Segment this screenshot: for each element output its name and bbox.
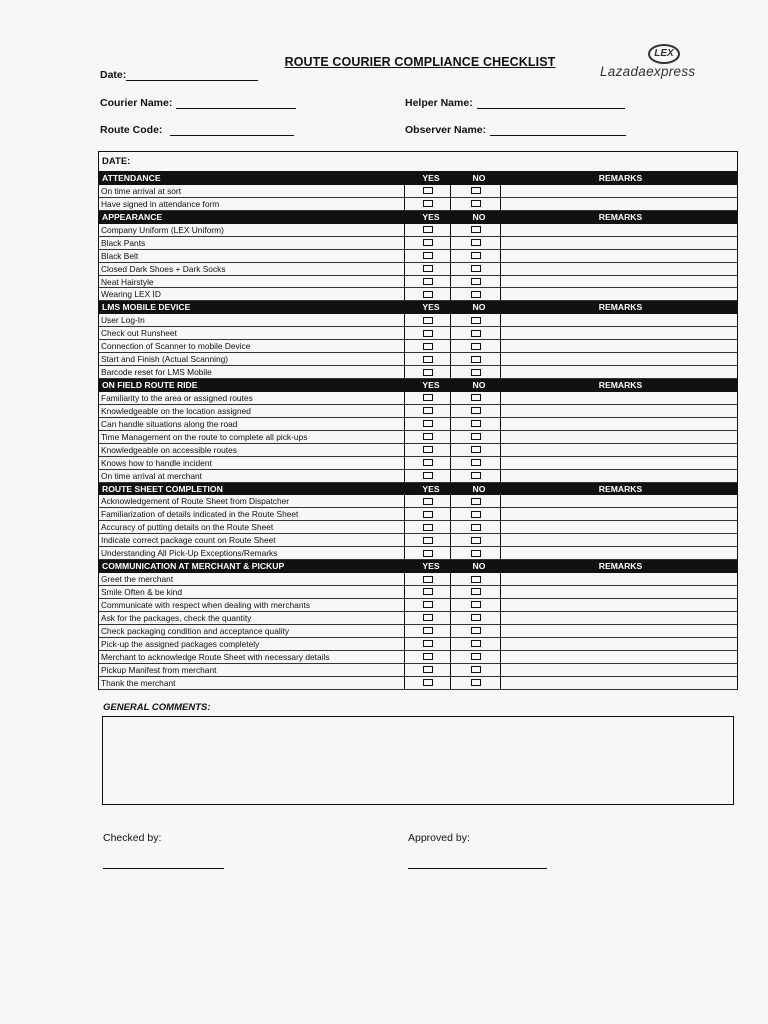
yes-checkbox[interactable] (423, 666, 433, 673)
yes-checkbox[interactable] (423, 343, 433, 350)
checklist-row (99, 314, 737, 327)
remarks-cell[interactable] (501, 573, 737, 585)
checklist-row (99, 457, 737, 470)
yes-column-header: YES (422, 302, 440, 313)
checklist-item-label: Start and Finish (Actual Scanning) (99, 353, 405, 365)
yes-checkbox[interactable] (423, 356, 433, 363)
checklist-row (99, 405, 737, 418)
no-checkbox[interactable] (471, 356, 481, 363)
yes-column-header: YES (422, 173, 440, 183)
remarks-column-header: REMARKS (598, 380, 643, 390)
helper-name-label: Helper Name: (405, 97, 473, 109)
yes-checkbox[interactable] (423, 627, 433, 634)
section-header (99, 301, 737, 314)
lex-logo-icon: LEX (648, 44, 680, 64)
remarks-cell[interactable] (501, 599, 737, 611)
no-checkbox[interactable] (471, 446, 481, 453)
yes-checkbox[interactable] (423, 614, 433, 621)
no-checkbox[interactable] (471, 291, 481, 298)
checklist-row (99, 340, 737, 353)
checklist-item-label: Understanding All Pick-Up Exceptions/Remarks (99, 547, 405, 559)
no-checkbox[interactable] (471, 498, 481, 505)
helper-name-field (405, 97, 625, 109)
yes-checkbox[interactable] (423, 278, 433, 285)
yes-checkbox[interactable] (423, 640, 433, 647)
checklist-item-label: Indicate correct package count on Route Sheet (99, 534, 405, 546)
checklist-row (99, 250, 737, 263)
remarks-cell[interactable] (501, 457, 737, 469)
approved-by-label: Approved by: (408, 832, 470, 844)
route-code-field (100, 124, 294, 136)
general-comments-label: GENERAL COMMENTS: (103, 702, 211, 713)
no-checkbox[interactable] (471, 588, 481, 595)
remarks-cell[interactable] (501, 405, 737, 417)
checklist-item-label: On time arrival at sort (99, 185, 405, 197)
section-title: ATTENDANCE (102, 173, 161, 183)
yes-checkbox[interactable] (423, 407, 433, 414)
remarks-cell[interactable] (501, 638, 737, 650)
remarks-cell[interactable] (501, 340, 737, 352)
helper-name-input-line[interactable] (477, 97, 625, 109)
section-header (99, 172, 737, 185)
checklist-item-label: User Log-In (99, 314, 405, 326)
remarks-cell[interactable] (501, 353, 737, 365)
checklist-item-label: Black Belt (99, 250, 405, 262)
route-code-label: Route Code: (100, 124, 163, 136)
checklist-row (99, 495, 737, 508)
remarks-cell[interactable] (501, 547, 737, 559)
yes-checkbox[interactable] (423, 265, 433, 272)
no-checkbox[interactable] (471, 407, 481, 414)
checklist-item-label: Time Management on the route to complete all pick-ups (99, 431, 405, 443)
checklist-item-label: Knowledgeable on the location assigned (99, 405, 405, 417)
checklist-item-label: Familiarity to the area or assigned routes (99, 392, 405, 404)
yes-checkbox[interactable] (423, 330, 433, 337)
section-header (99, 483, 737, 496)
yes-column-header: YES (422, 211, 440, 222)
checklist-item-label: Neat Hairstyle (99, 276, 405, 288)
no-checkbox[interactable] (471, 226, 481, 233)
checklist-row (99, 638, 737, 651)
checked-by-signature-line[interactable] (103, 868, 224, 869)
yes-checkbox[interactable] (423, 394, 433, 401)
remarks-cell[interactable] (501, 327, 737, 339)
remarks-cell[interactable] (501, 250, 737, 262)
document-title: ROUTE COURIER COMPLIANCE CHECKLIST (284, 55, 556, 69)
checklist-item-label: Smile Often & be kind (99, 586, 405, 598)
no-checkbox[interactable] (471, 420, 481, 427)
no-checkbox[interactable] (471, 239, 481, 246)
checklist-item-label: Thank the merchant (99, 677, 405, 689)
no-checkbox[interactable] (471, 187, 481, 194)
yes-checkbox[interactable] (423, 537, 433, 544)
checklist-row (99, 431, 737, 444)
remarks-cell[interactable] (501, 651, 737, 663)
checklist-item-label: Acknowledgement of Route Sheet from Dispatcher (99, 495, 405, 507)
checklist-row (99, 198, 737, 211)
no-column-header: NO (472, 483, 486, 494)
checklist-item-label: Knows how to handle incident (99, 457, 405, 469)
yes-checkbox[interactable] (423, 459, 433, 466)
section-title: ROUTE SHEET COMPLETION (102, 483, 223, 494)
remarks-cell[interactable] (501, 418, 737, 430)
no-checkbox[interactable] (471, 278, 481, 285)
yes-checkbox[interactable] (423, 511, 433, 518)
section-header (99, 211, 737, 224)
checklist-row (99, 534, 737, 547)
yes-checkbox[interactable] (423, 446, 433, 453)
remarks-cell[interactable] (501, 431, 737, 443)
date-input-line[interactable] (126, 69, 258, 81)
no-checkbox[interactable] (471, 317, 481, 324)
yes-column-header: YES (422, 561, 440, 572)
no-column-header: NO (472, 380, 486, 390)
section-header (99, 379, 737, 392)
remarks-column-header: REMARKS (598, 173, 643, 183)
no-checkbox[interactable] (471, 252, 481, 259)
checklist-item-label: Check out Runsheet (99, 327, 405, 339)
route-code-input-line[interactable] (170, 124, 294, 136)
date-field (100, 69, 258, 81)
checklist-item-label: Pick-up the assigned packages completely (99, 638, 405, 650)
no-column-header: NO (472, 173, 486, 183)
table-date-row (99, 152, 737, 172)
remarks-cell[interactable] (501, 314, 737, 326)
remarks-cell[interactable] (501, 586, 737, 598)
no-checkbox[interactable] (471, 550, 481, 557)
no-checkbox[interactable] (471, 472, 481, 479)
remarks-cell[interactable] (501, 444, 737, 456)
remarks-column-header: REMARKS (598, 211, 643, 222)
checklist-item-label: Closed Dark Shoes + Dark Socks (99, 263, 405, 275)
yes-checkbox[interactable] (423, 433, 433, 440)
yes-checkbox[interactable] (423, 239, 433, 246)
checklist-row (99, 651, 737, 664)
yes-checkbox[interactable] (423, 653, 433, 660)
remarks-cell[interactable] (501, 470, 737, 482)
no-checkbox[interactable] (471, 614, 481, 621)
no-checkbox[interactable] (471, 433, 481, 440)
table-date-label: DATE: (102, 156, 131, 167)
checklist-item-label: Communicate with respect when dealing with merchants (99, 599, 405, 611)
checklist-row (99, 353, 737, 366)
checklist-row (99, 263, 737, 276)
yes-checkbox[interactable] (423, 601, 433, 608)
checklist-row (99, 599, 737, 612)
checklist-row (99, 276, 737, 289)
section-title: COMMUNICATION AT MERCHANT & PICKUP (102, 561, 285, 572)
no-checkbox[interactable] (471, 511, 481, 518)
checklist-item-label: Barcode reset for LMS Mobile (99, 366, 405, 378)
checklist-item-label: Company Uniform (LEX Uniform) (99, 224, 405, 236)
checklist-item-label: Merchant to acknowledge Route Sheet with necessary details (99, 651, 405, 663)
checklist-row (99, 664, 737, 677)
remarks-cell[interactable] (501, 276, 737, 288)
yes-checkbox[interactable] (423, 252, 433, 259)
yes-checkbox[interactable] (423, 317, 433, 324)
section-title: LMS MOBILE DEVICE (102, 302, 191, 313)
no-checkbox[interactable] (471, 653, 481, 660)
remarks-cell[interactable] (501, 366, 737, 378)
checklist-row (99, 625, 737, 638)
yes-checkbox[interactable] (423, 369, 433, 376)
yes-checkbox[interactable] (423, 420, 433, 427)
courier-name-label: Courier Name: (100, 97, 173, 109)
no-checkbox[interactable] (471, 524, 481, 531)
checklist-row (99, 612, 737, 625)
yes-checkbox[interactable] (423, 524, 433, 531)
remarks-cell[interactable] (501, 677, 737, 689)
yes-checkbox[interactable] (423, 200, 433, 207)
courier-name-field (100, 97, 296, 109)
remarks-cell[interactable] (501, 224, 737, 236)
checklist-row (99, 470, 737, 483)
checklist-item-label: Greet the merchant (99, 573, 405, 585)
checklist-row (99, 237, 737, 250)
remarks-cell[interactable] (501, 521, 737, 533)
checklist-item-label: On time arrival at merchant (99, 470, 405, 482)
courier-name-input-line[interactable] (176, 97, 296, 109)
no-checkbox[interactable] (471, 576, 481, 583)
no-column-header: NO (472, 561, 486, 572)
checklist-item-label: Pickup Manifest from merchant (99, 664, 405, 676)
yes-column-header: YES (422, 380, 440, 390)
remarks-cell[interactable] (501, 198, 737, 210)
no-checkbox[interactable] (471, 640, 481, 647)
checklist-item-label: Ask for the packages, check the quantity (99, 612, 405, 624)
yes-checkbox[interactable] (423, 291, 433, 298)
checklist-row (99, 521, 737, 534)
checked-by-label: Checked by: (103, 832, 162, 844)
checklist-item-label: Familiarization of details indicated in the Route Sheet (99, 508, 405, 520)
approved-by-signature-line[interactable] (408, 868, 547, 869)
checklist-item-label: Can handle situations along the road (99, 418, 405, 430)
checklist-row (99, 327, 737, 340)
no-checkbox[interactable] (471, 627, 481, 634)
remarks-cell[interactable] (501, 185, 737, 197)
no-checkbox[interactable] (471, 265, 481, 272)
no-checkbox[interactable] (471, 330, 481, 337)
section-title: ON FIELD ROUTE RIDE (102, 380, 198, 390)
no-checkbox[interactable] (471, 601, 481, 608)
section-header (99, 560, 737, 573)
yes-checkbox[interactable] (423, 226, 433, 233)
remarks-cell[interactable] (501, 612, 737, 624)
logo-text: Lazadaexpress (600, 64, 696, 79)
no-checkbox[interactable] (471, 200, 481, 207)
remarks-cell[interactable] (501, 495, 737, 507)
no-checkbox[interactable] (471, 666, 481, 673)
checklist-row (99, 677, 737, 690)
no-checkbox[interactable] (471, 369, 481, 376)
no-checkbox[interactable] (471, 343, 481, 350)
checklist-row (99, 547, 737, 560)
yes-checkbox[interactable] (423, 472, 433, 479)
general-comments-box[interactable] (102, 716, 734, 805)
remarks-column-header: REMARKS (598, 302, 643, 313)
yes-checkbox[interactable] (423, 187, 433, 194)
yes-checkbox[interactable] (423, 498, 433, 505)
remarks-cell[interactable] (501, 664, 737, 676)
yes-checkbox[interactable] (423, 588, 433, 595)
yes-checkbox[interactable] (423, 550, 433, 557)
yes-checkbox[interactable] (423, 576, 433, 583)
no-column-header: NO (472, 211, 486, 222)
lazada-express-logo (596, 44, 736, 84)
checklist-item-label: Connection of Scanner to mobile Device (99, 340, 405, 352)
observer-name-input-line[interactable] (490, 124, 626, 136)
checklist-item-label: Check packaging condition and acceptance quality (99, 625, 405, 637)
checklist-item-label: Black Pants (99, 237, 405, 249)
checklist-item-label: Accuracy of putting details on the Route Sheet (99, 521, 405, 533)
yes-column-header: YES (422, 483, 440, 494)
remarks-cell[interactable] (501, 288, 737, 300)
checklist-row (99, 185, 737, 198)
checklist-row (99, 366, 737, 379)
checklist-item-label: Knowledgeable on accessible routes (99, 444, 405, 456)
remarks-column-header: REMARKS (598, 561, 643, 572)
section-title: APPEARANCE (102, 211, 163, 222)
checklist-row (99, 224, 737, 237)
remarks-cell[interactable] (501, 237, 737, 249)
remarks-column-header: REMARKS (598, 483, 643, 494)
checklist-row (99, 418, 737, 431)
checklist-row (99, 573, 737, 586)
yes-checkbox[interactable] (423, 679, 433, 686)
checklist-row (99, 508, 737, 521)
observer-name-field (405, 124, 626, 136)
date-label: Date: (100, 69, 127, 81)
no-checkbox[interactable] (471, 679, 481, 686)
no-column-header: NO (472, 302, 486, 313)
checklist-row (99, 586, 737, 599)
checklist-table (98, 151, 738, 690)
no-checkbox[interactable] (471, 394, 481, 401)
remarks-cell[interactable] (501, 625, 737, 637)
remarks-cell[interactable] (501, 392, 737, 404)
no-checkbox[interactable] (471, 537, 481, 544)
remarks-cell[interactable] (501, 508, 737, 520)
checklist-row (99, 392, 737, 405)
checklist-row (99, 444, 737, 457)
no-checkbox[interactable] (471, 459, 481, 466)
checklist-row (99, 288, 737, 301)
remarks-cell[interactable] (501, 263, 737, 275)
remarks-cell[interactable] (501, 534, 737, 546)
checklist-item-label: Have signed in attendance form (99, 198, 405, 210)
observer-name-label: Observer Name: (405, 124, 487, 136)
checklist-item-label: Wearing LEX ID (99, 288, 405, 300)
